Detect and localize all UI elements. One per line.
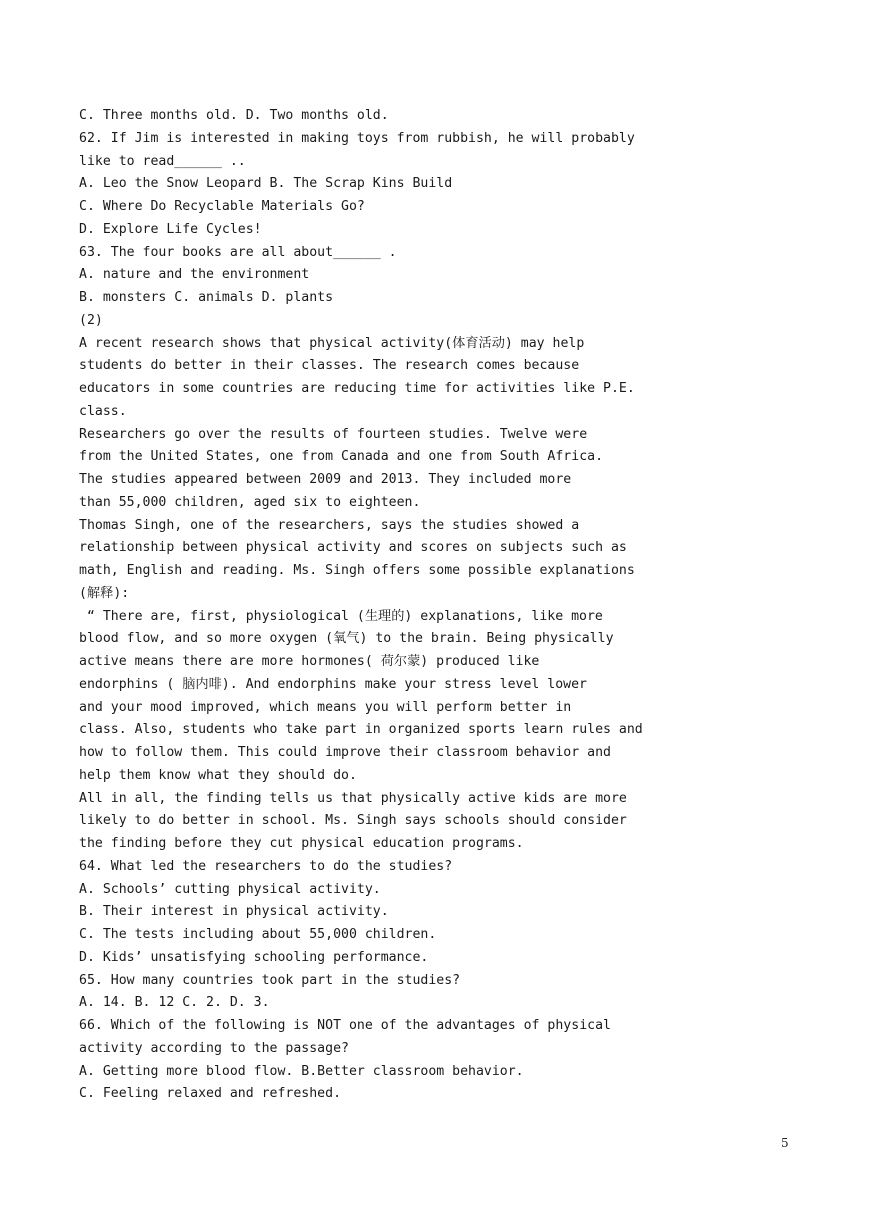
text-line: how to follow them. This could improve their classroom behavior and — [79, 745, 611, 760]
text-line: All in all, the finding tells us that physically active kids are more — [79, 790, 627, 806]
text-line: Researchers go over the results of fourteen studies. Twelve were — [79, 426, 588, 442]
text-line: 65. How many countries took part in the studies? — [79, 972, 461, 988]
text-line: help them know what they should do. — [79, 767, 357, 783]
text-line: B. Their interest in physical activity. — [79, 904, 389, 920]
text-line: D. Kids’ unsatisfying schooling performance. — [79, 949, 429, 965]
text-line: relationship between physical activity and scores on subjects such as — [79, 540, 627, 556]
text-line: B. monsters C. animals D. plants — [79, 290, 334, 305]
text-line: C. Where Do Recyclable Materials Go? — [79, 199, 365, 214]
text-line: “ There are, first, physiological (生理的) explanations, like more — [79, 608, 603, 624]
text-line: likely to do better in school. Ms. Singh says schools should consider — [79, 813, 627, 829]
text-line: 62. If Jim is interested in making toys from rubbish, he will probably — [79, 130, 635, 146]
text-line: than 55,000 children, aged six to eighteen. — [79, 494, 421, 510]
text-line: students do better in their classes. The research comes because — [79, 358, 580, 374]
page-number: 5 — [781, 1136, 789, 1150]
text-line: blood flow, and so more oxygen (氧气) to the brain. Being physically — [79, 631, 614, 647]
text-line: class. — [79, 403, 127, 419]
text-line: class. Also, students who take part in organized sports learn rules and — [79, 722, 643, 738]
text-line: activity according to the passage? — [79, 1040, 349, 1056]
text-line: (2) — [79, 312, 103, 328]
text-line: A recent research shows that physical activity(体育活动) may help — [79, 335, 585, 351]
text-line: math, English and reading. Ms. Singh offers some possible explanations — [79, 563, 635, 578]
text-line: C. The tests including about 55,000 children. — [79, 927, 437, 942]
text-line: 63. The four books are all about______ . — [79, 244, 397, 260]
text-line: endorphins ( 脑内啡). And endorphins make your stress level lower — [79, 676, 587, 692]
text-line: the finding before they cut physical education programs. — [79, 836, 524, 851]
text-line: A. Schools’ cutting physical activity. — [79, 881, 381, 897]
text-line: (解释): — [79, 585, 130, 601]
text-line: D. Explore Life Cycles! — [79, 221, 262, 237]
text-line: like to read______ .. — [79, 153, 246, 169]
text-line: active means there are more hormones( 荷尔蒙) produced like — [79, 654, 540, 669]
text-line: Thomas Singh, one of the researchers, says the studies showed a — [79, 517, 580, 533]
text-line: 64. What led the researchers to do the studies? — [79, 858, 453, 874]
text-line: A. Getting more blood flow. B.Better classroom behavior. — [79, 1063, 524, 1079]
text-line: A. nature and the environment — [79, 267, 310, 283]
text-line: 66. Which of the following is NOT one of the advantages of physical — [79, 1018, 611, 1033]
text-line: educators in some countries are reducing time for activities like P.E. — [79, 381, 635, 396]
text-line: C. Three months old. D. Two months old. — [79, 108, 389, 123]
text-line: A. 14. B. 12 C. 2. D. 3. — [79, 995, 270, 1011]
text-line: A. Leo the Snow Leopard B. The Scrap Kins Build — [79, 176, 453, 192]
text-line: C. Feeling relaxed and refreshed. — [79, 1086, 342, 1102]
text-line: and your mood improved, which means you will perform better in — [79, 699, 572, 715]
text-body — [79, 105, 643, 1106]
text-line: from the United States, one from Canada and one from South Africa. — [79, 449, 604, 465]
text-line: The studies appeared between 2009 and 2013. They included more — [79, 472, 572, 487]
